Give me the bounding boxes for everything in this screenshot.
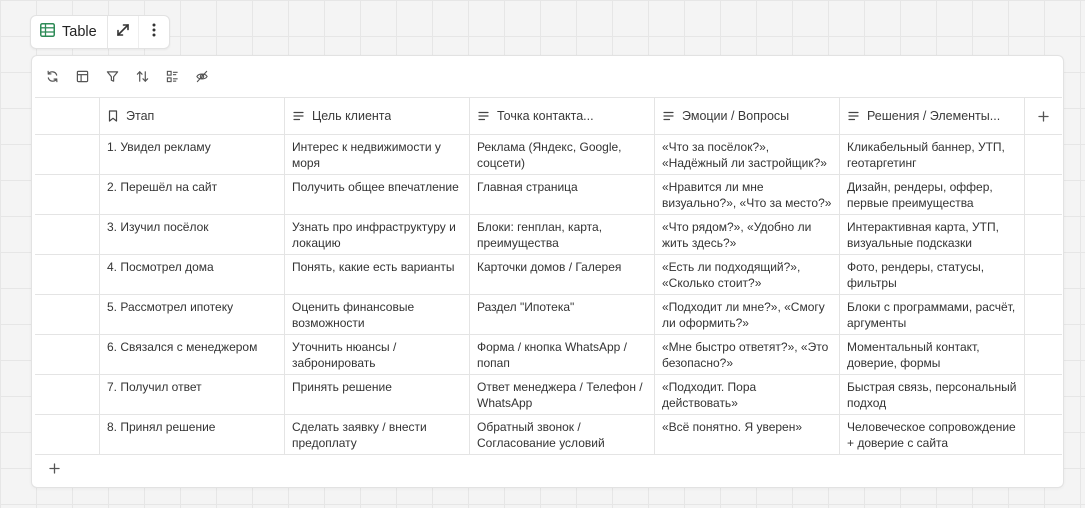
cell-touchpoint[interactable]: Обратный звонок / Согласование условий [470,415,655,454]
cell-solutions[interactable]: Блоки с программами, расчёт, аргументы [840,295,1025,334]
row-spacer [1025,135,1061,174]
text-lines-icon [848,111,859,121]
table-card [31,55,1064,488]
row-spacer [1025,255,1061,294]
row-spacer [1025,295,1061,334]
text-lines-icon [663,111,674,121]
group-icon [166,70,179,83]
row-handle[interactable] [35,295,100,334]
table-view-button[interactable] [31,16,108,48]
cell-stage[interactable]: 4. Посмотрел дома [100,255,285,294]
cell-client-goal[interactable]: Оценить финансовые возможности [285,295,470,334]
text-lines-icon [478,111,489,121]
cell-touchpoint[interactable]: Ответ менеджера / Телефон / WhatsApp [470,375,655,414]
more-options-button[interactable] [138,16,169,48]
cell-client-goal[interactable]: Получить общее впечатление [285,175,470,214]
cell-touchpoint[interactable]: Реклама (Яндекс, Google, соцсети) [470,135,655,174]
row-handle[interactable] [35,255,100,294]
row-handle[interactable] [35,215,100,254]
layout-button[interactable] [74,68,90,84]
table-row[interactable] [35,135,1062,175]
cell-client-goal[interactable]: Принять решение [285,375,470,414]
row-handle[interactable] [35,175,100,214]
expand-icon [116,23,130,42]
expand-button[interactable] [108,16,138,48]
view-toolbar [30,15,170,49]
refresh-button[interactable] [44,68,60,84]
cell-solutions[interactable]: Человеческое сопровождение + доверие с сайта [840,415,1025,454]
row-handle[interactable] [35,375,100,414]
cell-stage[interactable]: 2. Перешёл на сайт [100,175,285,214]
table-row[interactable] [35,255,1062,295]
cell-emotions[interactable]: «Подходит. Пора действовать» [655,375,840,414]
cell-emotions[interactable]: «Мне быстро ответят?», «Это безопасно?» [655,335,840,374]
column-header-solutions[interactable] [840,98,1025,134]
cell-solutions[interactable]: Моментальный контакт, доверие, формы [840,335,1025,374]
table-row[interactable] [35,175,1062,215]
hide-fields-button[interactable] [194,68,210,84]
table-row[interactable] [35,415,1062,455]
column-header-emotions[interactable] [655,98,840,134]
group-button[interactable] [164,68,180,84]
hide-fields-icon [195,70,209,83]
table-view-label: Table [62,24,97,40]
row-spacer [1025,375,1061,414]
plus-icon [49,463,60,474]
filter-button[interactable] [104,68,120,84]
row-spacer [1025,415,1061,454]
add-column-button[interactable] [1025,98,1061,134]
bookmark-icon [108,110,118,122]
add-row-button[interactable] [47,461,61,475]
cell-stage[interactable]: 7. Получил ответ [100,375,285,414]
table-row[interactable] [35,215,1062,255]
row-number-header [35,98,100,134]
refresh-icon [46,70,59,83]
table-row[interactable] [35,375,1062,415]
column-header-label: Этап [126,109,155,123]
cell-solutions[interactable]: Быстрая связь, персональный подход [840,375,1025,414]
cell-stage[interactable]: 6. Связался с менеджером [100,335,285,374]
filter-icon [106,70,119,83]
column-header-stage[interactable] [100,98,285,134]
cell-emotions[interactable]: «Подходит ли мне?», «Смогу ли оформить?» [655,295,840,334]
cell-touchpoint[interactable]: Карточки домов / Галерея [470,255,655,294]
cell-solutions[interactable]: Фото, рендеры, статусы, фильтры [840,255,1025,294]
column-header-label: Эмоции / Вопросы [682,109,790,123]
row-handle[interactable] [35,335,100,374]
cell-emotions[interactable]: «Нравится ли мне визуально?», «Что за место?» [655,175,840,214]
table-body [35,135,1062,455]
cell-client-goal[interactable]: Уточнить нюансы / забронировать [285,335,470,374]
cell-client-goal[interactable]: Интерес к недвижимости у моря [285,135,470,174]
table-toolbar [44,68,210,84]
cell-solutions[interactable]: Интерактивная карта, УТП, визуальные подсказки [840,215,1025,254]
cell-solutions[interactable]: Дизайн, рендеры, оффер, первые преимущества [840,175,1025,214]
more-vertical-icon [152,23,156,42]
table-row[interactable] [35,295,1062,335]
cell-client-goal[interactable]: Сделать заявку / внести предоплату [285,415,470,454]
sort-icon [136,70,149,83]
cell-emotions[interactable]: «Что рядом?», «Удобно ли жить здесь?» [655,215,840,254]
cell-client-goal[interactable]: Понять, какие есть варианты [285,255,470,294]
header-row [35,98,1062,135]
plus-icon [1038,111,1049,122]
column-header-touchpoint[interactable] [470,98,655,134]
table-footer [35,453,1062,483]
column-header-label: Цель клиента [312,109,392,123]
row-spacer [1025,215,1061,254]
column-header-client-goal[interactable] [285,98,470,134]
cell-stage[interactable]: 1. Увидел рекламу [100,135,285,174]
cell-emotions[interactable]: «Всё понятно. Я уверен» [655,415,840,454]
row-spacer [1025,175,1061,214]
row-spacer [1025,335,1061,374]
row-handle[interactable] [35,135,100,174]
text-lines-icon [293,111,304,121]
cell-client-goal[interactable]: Узнать про инфраструктуру и локацию [285,215,470,254]
column-header-label: Решения / Элементы... [867,109,1001,123]
cell-touchpoint[interactable]: Форма / кнопка WhatsApp / попап [470,335,655,374]
data-grid [35,97,1062,455]
row-handle[interactable] [35,415,100,454]
cell-touchpoint[interactable]: Раздел "Ипотека" [470,295,655,334]
table-icon [40,23,55,41]
layout-icon [76,70,89,83]
cell-stage[interactable]: 8. Принял решение [100,415,285,454]
column-header-label: Точка контакта... [497,109,594,123]
cell-stage[interactable]: 5. Рассмотрел ипотеку [100,295,285,334]
cell-touchpoint[interactable]: Главная страница [470,175,655,214]
cell-emotions[interactable]: «Что за посёлок?», «Надёжный ли застройщик?» [655,135,840,174]
cell-emotions[interactable]: «Есть ли подходящий?», «Сколько стоит?» [655,255,840,294]
cell-stage[interactable]: 3. Изучил посёлок [100,215,285,254]
cell-solutions[interactable]: Кликабельный баннер, УТП, геотаргетинг [840,135,1025,174]
cell-touchpoint[interactable]: Блоки: генплан, карта, преимущества [470,215,655,254]
sort-button[interactable] [134,68,150,84]
table-row[interactable] [35,335,1062,375]
